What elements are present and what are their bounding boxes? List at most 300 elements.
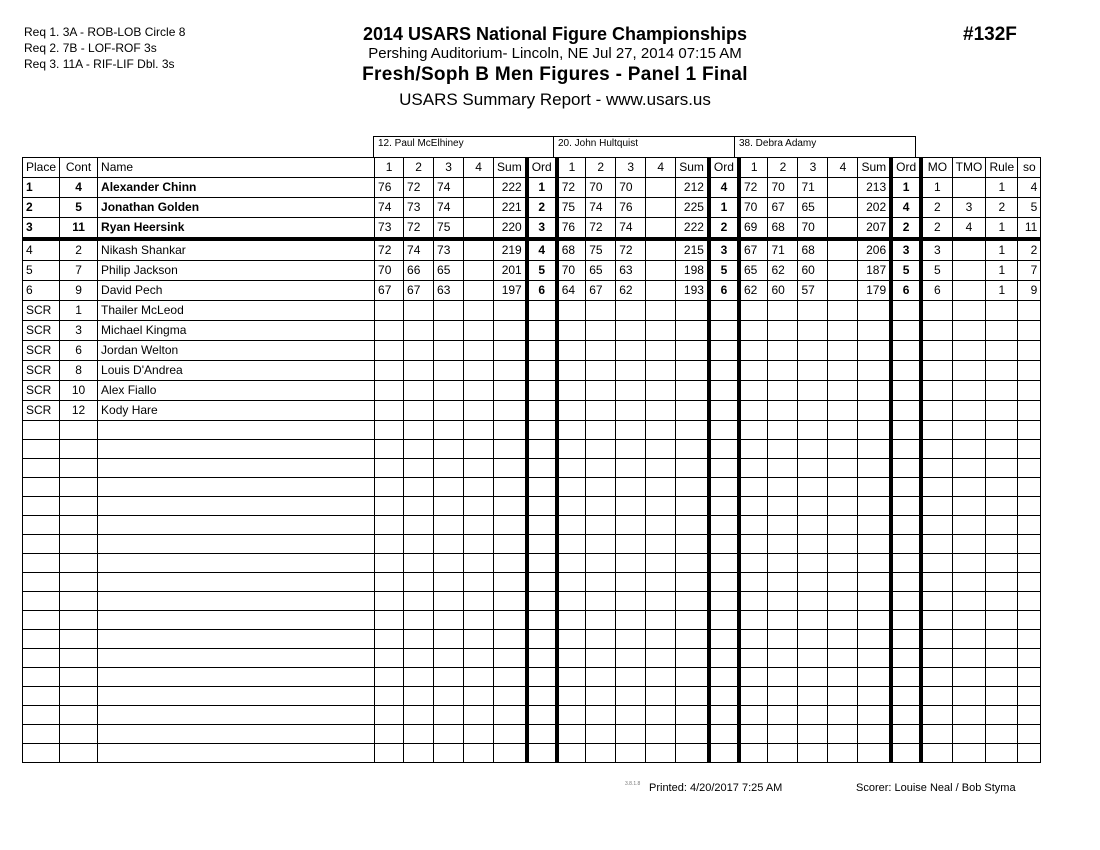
rule-cell bbox=[986, 554, 1018, 573]
score-cell bbox=[798, 459, 828, 478]
cont-cell bbox=[60, 649, 98, 668]
score-cell bbox=[739, 725, 768, 744]
score-cell bbox=[798, 668, 828, 687]
cont-cell: 7 bbox=[60, 261, 98, 281]
sum-cell bbox=[494, 649, 527, 668]
score-cell bbox=[616, 649, 646, 668]
score-cell bbox=[464, 239, 494, 261]
rule-cell bbox=[986, 341, 1018, 361]
score-cell bbox=[828, 421, 858, 440]
score-cell bbox=[646, 687, 676, 706]
score-cell bbox=[375, 478, 404, 497]
ordinal-cell bbox=[709, 459, 739, 478]
so-cell bbox=[1018, 516, 1041, 535]
cont-cell: 10 bbox=[60, 381, 98, 401]
score-cell bbox=[464, 198, 494, 218]
mo-cell: 2 bbox=[921, 218, 952, 240]
score-cell bbox=[739, 687, 768, 706]
col-j3-fig1: 1 bbox=[739, 158, 768, 178]
score-cell bbox=[616, 361, 646, 381]
ordinal-cell bbox=[891, 401, 921, 421]
judge-3-header: 38. Debra Adamy bbox=[734, 136, 916, 157]
place-cell bbox=[23, 535, 60, 554]
score-cell bbox=[464, 478, 494, 497]
rule-cell bbox=[986, 440, 1018, 459]
score-cell bbox=[768, 744, 798, 763]
sum-cell: 187 bbox=[858, 261, 891, 281]
mo-cell bbox=[921, 478, 952, 497]
tmo-cell bbox=[952, 592, 986, 611]
requirements-list bbox=[24, 24, 185, 72]
score-cell bbox=[404, 668, 434, 687]
col-j3-fig4: 4 bbox=[828, 158, 858, 178]
score-cell bbox=[586, 421, 616, 440]
name-cell bbox=[98, 706, 375, 725]
score-cell bbox=[828, 459, 858, 478]
score-cell: 76 bbox=[375, 178, 404, 198]
score-cell bbox=[828, 706, 858, 725]
sum-cell bbox=[676, 649, 709, 668]
score-cell bbox=[434, 535, 464, 554]
version-label: 3.8.1.8 bbox=[625, 781, 641, 787]
score-cell: 76 bbox=[616, 198, 646, 218]
place-cell bbox=[23, 516, 60, 535]
score-cell bbox=[798, 440, 828, 459]
score-cell bbox=[616, 321, 646, 341]
col-j2-ord: Ord bbox=[709, 158, 739, 178]
tmo-cell bbox=[952, 361, 986, 381]
score-cell bbox=[798, 592, 828, 611]
tmo-cell bbox=[952, 178, 986, 198]
mo-cell: 5 bbox=[921, 261, 952, 281]
ordinal-cell bbox=[709, 592, 739, 611]
score-cell bbox=[616, 516, 646, 535]
score-cell bbox=[434, 381, 464, 401]
mo-cell bbox=[921, 592, 952, 611]
ordinal-cell bbox=[527, 725, 557, 744]
so-cell bbox=[1018, 706, 1041, 725]
score-cell bbox=[739, 361, 768, 381]
col-cont: Cont bbox=[60, 158, 98, 178]
score-cell bbox=[646, 178, 676, 198]
ordinal-cell bbox=[527, 554, 557, 573]
sum-cell bbox=[858, 361, 891, 381]
sum-cell bbox=[858, 421, 891, 440]
name-cell: Philip Jackson bbox=[98, 261, 375, 281]
score-cell: 74 bbox=[375, 198, 404, 218]
rule-cell bbox=[986, 611, 1018, 630]
score-cell bbox=[557, 744, 586, 763]
score-cell bbox=[739, 478, 768, 497]
score-cell: 66 bbox=[404, 261, 434, 281]
so-cell bbox=[1018, 301, 1041, 321]
place-cell: 1 bbox=[23, 178, 60, 198]
score-cell: 72 bbox=[404, 218, 434, 240]
name-cell: Jordan Welton bbox=[98, 341, 375, 361]
sum-cell bbox=[494, 592, 527, 611]
ordinal-cell bbox=[527, 592, 557, 611]
score-cell bbox=[828, 516, 858, 535]
mo-cell bbox=[921, 668, 952, 687]
ordinal-cell bbox=[527, 744, 557, 763]
ordinal-cell bbox=[527, 497, 557, 516]
sum-cell bbox=[676, 381, 709, 401]
score-cell bbox=[434, 497, 464, 516]
mo-cell: 6 bbox=[921, 281, 952, 301]
sum-cell bbox=[858, 687, 891, 706]
score-cell bbox=[557, 535, 586, 554]
score-cell bbox=[739, 401, 768, 421]
score-cell bbox=[768, 301, 798, 321]
sum-cell: 222 bbox=[676, 218, 709, 240]
table-row bbox=[23, 301, 1041, 321]
score-cell bbox=[557, 668, 586, 687]
tmo-cell bbox=[952, 706, 986, 725]
score-cell bbox=[828, 301, 858, 321]
tmo-cell bbox=[952, 440, 986, 459]
score-cell bbox=[464, 744, 494, 763]
score-cell bbox=[404, 630, 434, 649]
score-cell bbox=[586, 516, 616, 535]
ordinal-cell: 2 bbox=[527, 198, 557, 218]
so-cell: 4 bbox=[1018, 178, 1041, 198]
tmo-cell bbox=[952, 554, 986, 573]
score-cell bbox=[768, 649, 798, 668]
score-cell bbox=[464, 706, 494, 725]
score-cell bbox=[557, 554, 586, 573]
score-cell bbox=[434, 321, 464, 341]
sum-cell bbox=[676, 535, 709, 554]
score-cell: 68 bbox=[557, 239, 586, 261]
place-cell: SCR bbox=[23, 381, 60, 401]
score-cell bbox=[586, 611, 616, 630]
score-cell bbox=[798, 361, 828, 381]
name-cell bbox=[98, 535, 375, 554]
mo-cell bbox=[921, 535, 952, 554]
score-cell bbox=[616, 421, 646, 440]
cont-cell bbox=[60, 706, 98, 725]
place-cell: SCR bbox=[23, 341, 60, 361]
tmo-cell bbox=[952, 459, 986, 478]
sum-cell bbox=[858, 573, 891, 592]
score-cell bbox=[434, 478, 464, 497]
score-cell bbox=[557, 381, 586, 401]
score-cell bbox=[375, 401, 404, 421]
rule-cell bbox=[986, 361, 1018, 381]
name-cell bbox=[98, 516, 375, 535]
cont-cell: 9 bbox=[60, 281, 98, 301]
name-cell bbox=[98, 649, 375, 668]
score-cell bbox=[375, 611, 404, 630]
score-cell bbox=[739, 516, 768, 535]
so-cell bbox=[1018, 421, 1041, 440]
so-cell bbox=[1018, 573, 1041, 592]
score-cell bbox=[464, 725, 494, 744]
score-cell bbox=[375, 497, 404, 516]
score-cell bbox=[646, 459, 676, 478]
score-cell bbox=[828, 573, 858, 592]
score-cell: 67 bbox=[586, 281, 616, 301]
score-cell: 73 bbox=[375, 218, 404, 240]
ordinal-cell bbox=[891, 592, 921, 611]
ordinal-cell bbox=[709, 725, 739, 744]
table-row bbox=[23, 239, 1041, 261]
score-cell bbox=[434, 421, 464, 440]
score-cell bbox=[375, 361, 404, 381]
name-cell bbox=[98, 592, 375, 611]
ordinal-cell bbox=[527, 535, 557, 554]
score-cell bbox=[375, 341, 404, 361]
ordinal-cell bbox=[709, 361, 739, 381]
col-j3-ord: Ord bbox=[891, 158, 921, 178]
score-cell bbox=[646, 281, 676, 301]
ordinal-cell bbox=[891, 554, 921, 573]
so-cell bbox=[1018, 649, 1041, 668]
ordinal-cell bbox=[527, 381, 557, 401]
score-cell bbox=[464, 261, 494, 281]
score-cell bbox=[768, 321, 798, 341]
score-cell bbox=[739, 421, 768, 440]
ordinal-cell bbox=[527, 459, 557, 478]
score-cell bbox=[375, 535, 404, 554]
ordinal-cell bbox=[891, 459, 921, 478]
score-cell bbox=[616, 592, 646, 611]
score-cell bbox=[828, 535, 858, 554]
score-cell bbox=[586, 440, 616, 459]
score-cell bbox=[464, 535, 494, 554]
table-row bbox=[23, 668, 1041, 687]
rule-cell bbox=[986, 573, 1018, 592]
rule-cell bbox=[986, 592, 1018, 611]
score-cell bbox=[464, 361, 494, 381]
col-j1-fig3: 3 bbox=[434, 158, 464, 178]
score-cell bbox=[586, 478, 616, 497]
score-cell bbox=[768, 421, 798, 440]
rule-cell bbox=[986, 401, 1018, 421]
sum-cell bbox=[858, 535, 891, 554]
name-cell: Thailer McLeod bbox=[98, 301, 375, 321]
table-row bbox=[23, 592, 1041, 611]
ordinal-cell bbox=[709, 668, 739, 687]
sum-cell bbox=[494, 687, 527, 706]
table-row bbox=[23, 706, 1041, 725]
sum-cell bbox=[494, 459, 527, 478]
score-cell bbox=[404, 573, 434, 592]
requirement-1: Req 1. 3A - ROB-LOB Circle 8 bbox=[24, 25, 186, 39]
ordinal-cell: 5 bbox=[527, 261, 557, 281]
score-cell: 74 bbox=[404, 239, 434, 261]
ordinal-cell bbox=[891, 611, 921, 630]
table-row bbox=[23, 554, 1041, 573]
ordinal-cell bbox=[891, 478, 921, 497]
scorer-names: Scorer: Louise Neal / Bob Styma bbox=[856, 782, 1016, 794]
rule-cell bbox=[986, 516, 1018, 535]
mo-cell bbox=[921, 341, 952, 361]
col-j3-fig2: 2 bbox=[768, 158, 798, 178]
so-cell bbox=[1018, 478, 1041, 497]
score-cell bbox=[586, 301, 616, 321]
so-cell bbox=[1018, 361, 1041, 381]
score-cell bbox=[557, 573, 586, 592]
ordinal-cell bbox=[709, 649, 739, 668]
score-cell: 68 bbox=[768, 218, 798, 240]
score-cell bbox=[464, 573, 494, 592]
score-cell bbox=[375, 440, 404, 459]
score-cell: 67 bbox=[768, 198, 798, 218]
score-cell bbox=[646, 478, 676, 497]
so-cell: 11 bbox=[1018, 218, 1041, 240]
sum-cell bbox=[858, 321, 891, 341]
ordinal-cell bbox=[709, 440, 739, 459]
score-cell bbox=[798, 744, 828, 763]
score-cell: 67 bbox=[739, 239, 768, 261]
place-cell: 3 bbox=[23, 218, 60, 240]
table-row bbox=[23, 281, 1041, 301]
score-cell bbox=[646, 361, 676, 381]
name-cell: David Pech bbox=[98, 281, 375, 301]
score-cell: 65 bbox=[586, 261, 616, 281]
score-cell bbox=[616, 381, 646, 401]
score-cell bbox=[828, 611, 858, 630]
sum-cell bbox=[676, 440, 709, 459]
score-cell bbox=[616, 341, 646, 361]
ordinal-cell bbox=[709, 516, 739, 535]
mo-cell bbox=[921, 321, 952, 341]
rule-cell bbox=[986, 497, 1018, 516]
mo-cell bbox=[921, 361, 952, 381]
score-cell bbox=[646, 554, 676, 573]
sum-cell bbox=[494, 706, 527, 725]
score-cell bbox=[646, 725, 676, 744]
name-cell: Alex Fiallo bbox=[98, 381, 375, 401]
ordinal-cell bbox=[891, 725, 921, 744]
ordinal-cell bbox=[527, 687, 557, 706]
mo-cell bbox=[921, 401, 952, 421]
table-row bbox=[23, 218, 1041, 240]
score-cell bbox=[646, 401, 676, 421]
score-cell bbox=[798, 573, 828, 592]
score-cell bbox=[375, 630, 404, 649]
so-cell: 5 bbox=[1018, 198, 1041, 218]
ordinal-cell: 6 bbox=[527, 281, 557, 301]
ordinal-cell bbox=[891, 497, 921, 516]
score-cell bbox=[375, 321, 404, 341]
place-cell bbox=[23, 611, 60, 630]
tmo-cell bbox=[952, 535, 986, 554]
tmo-cell bbox=[952, 239, 986, 261]
sum-cell: 220 bbox=[494, 218, 527, 240]
sum-cell: 197 bbox=[494, 281, 527, 301]
so-cell bbox=[1018, 440, 1041, 459]
score-cell bbox=[646, 497, 676, 516]
table-row bbox=[23, 725, 1041, 744]
tmo-cell bbox=[952, 381, 986, 401]
score-cell bbox=[557, 706, 586, 725]
requirement-3: Req 3. 11A - RIF-LIF Dbl. 3s bbox=[24, 57, 175, 71]
score-cell: 72 bbox=[375, 239, 404, 261]
tmo-cell: 4 bbox=[952, 218, 986, 240]
score-cell bbox=[464, 178, 494, 198]
table-row bbox=[23, 687, 1041, 706]
score-cell bbox=[828, 497, 858, 516]
rule-cell: 1 bbox=[986, 218, 1018, 240]
ordinal-cell: 4 bbox=[709, 178, 739, 198]
col-j2-fig3: 3 bbox=[616, 158, 646, 178]
score-cell bbox=[404, 421, 434, 440]
tmo-cell bbox=[952, 478, 986, 497]
score-cell bbox=[828, 478, 858, 497]
table-row bbox=[23, 535, 1041, 554]
sum-cell bbox=[494, 630, 527, 649]
place-cell bbox=[23, 573, 60, 592]
score-cell: 75 bbox=[434, 218, 464, 240]
ordinal-cell: 6 bbox=[709, 281, 739, 301]
sum-cell bbox=[676, 421, 709, 440]
score-cell bbox=[586, 321, 616, 341]
cont-cell bbox=[60, 421, 98, 440]
sum-cell bbox=[858, 341, 891, 361]
tmo-cell bbox=[952, 668, 986, 687]
cont-cell bbox=[60, 725, 98, 744]
score-cell bbox=[464, 218, 494, 240]
ordinal-cell bbox=[527, 573, 557, 592]
score-cell bbox=[616, 706, 646, 725]
score-cell bbox=[464, 341, 494, 361]
score-cell bbox=[616, 630, 646, 649]
mo-cell bbox=[921, 497, 952, 516]
tmo-cell bbox=[952, 573, 986, 592]
sum-cell bbox=[494, 744, 527, 763]
score-cell bbox=[557, 421, 586, 440]
score-cell bbox=[828, 261, 858, 281]
score-cell bbox=[434, 361, 464, 381]
score-cell bbox=[404, 401, 434, 421]
ordinal-cell bbox=[891, 421, 921, 440]
mo-cell bbox=[921, 554, 952, 573]
score-cell bbox=[404, 341, 434, 361]
score-cell bbox=[434, 611, 464, 630]
mo-cell: 1 bbox=[921, 178, 952, 198]
score-cell bbox=[557, 516, 586, 535]
mo-cell bbox=[921, 611, 952, 630]
name-cell bbox=[98, 497, 375, 516]
score-cell bbox=[434, 516, 464, 535]
score-cell bbox=[798, 687, 828, 706]
score-cell bbox=[798, 341, 828, 361]
score-cell bbox=[768, 706, 798, 725]
ordinal-cell bbox=[709, 321, 739, 341]
sum-cell bbox=[494, 421, 527, 440]
score-cell bbox=[828, 592, 858, 611]
score-cell bbox=[616, 535, 646, 554]
place-cell bbox=[23, 725, 60, 744]
score-cell bbox=[616, 301, 646, 321]
ordinal-cell bbox=[709, 401, 739, 421]
sum-cell bbox=[858, 301, 891, 321]
score-cell bbox=[464, 459, 494, 478]
sum-cell bbox=[858, 516, 891, 535]
so-cell bbox=[1018, 401, 1041, 421]
score-cell bbox=[828, 381, 858, 401]
name-cell: Nikash Shankar bbox=[98, 239, 375, 261]
col-j1-ord: Ord bbox=[527, 158, 557, 178]
score-cell: 70 bbox=[616, 178, 646, 198]
ordinal-cell bbox=[891, 573, 921, 592]
score-cell bbox=[557, 361, 586, 381]
score-cell bbox=[586, 361, 616, 381]
name-cell bbox=[98, 611, 375, 630]
sum-cell bbox=[494, 478, 527, 497]
